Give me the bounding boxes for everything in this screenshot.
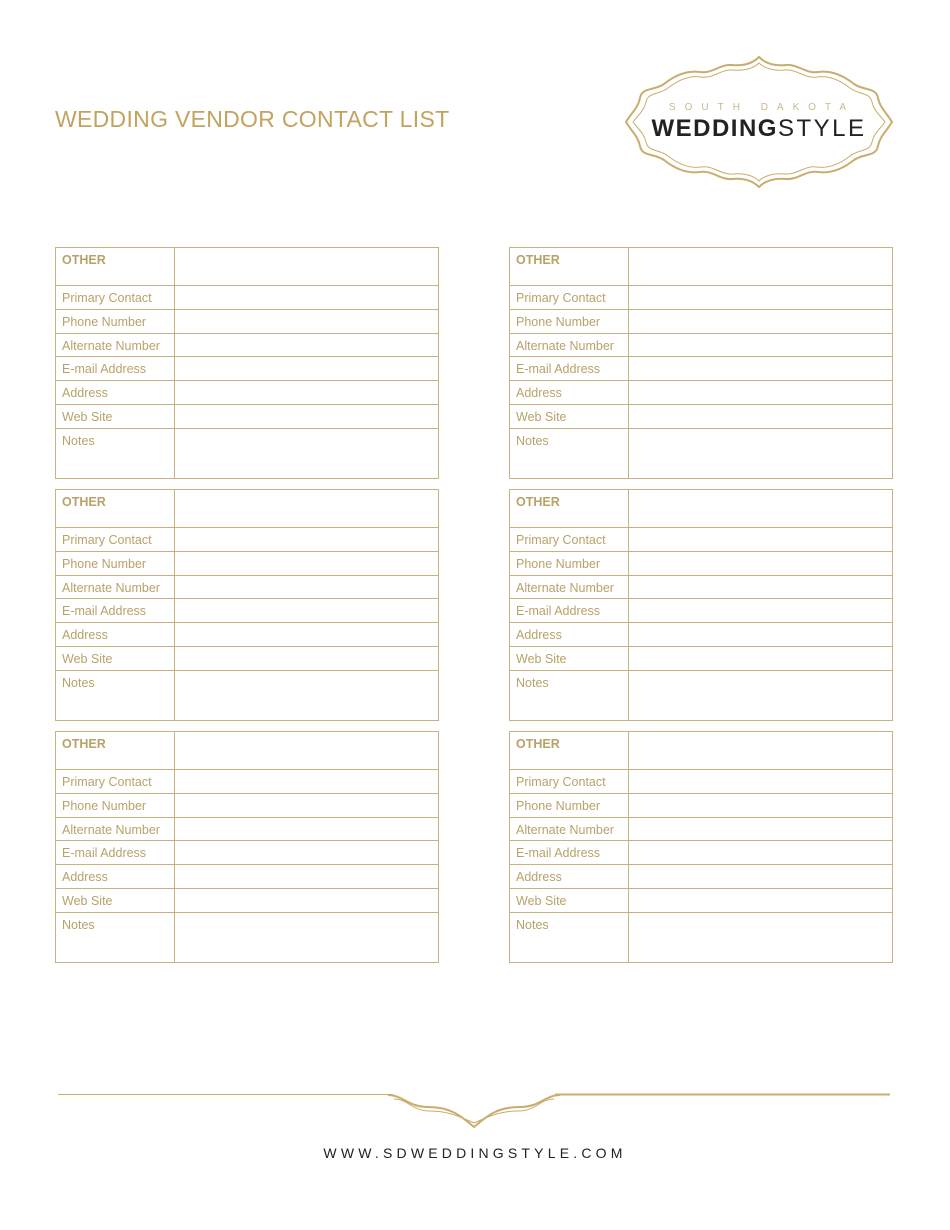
field-label: Alternate Number [510, 576, 629, 599]
field-value[interactable] [629, 381, 892, 404]
vendor-row [56, 840, 438, 864]
field-value[interactable] [175, 576, 438, 599]
field-value[interactable] [175, 865, 438, 888]
field-value[interactable] [629, 623, 892, 646]
vendor-row [510, 356, 892, 380]
field-value[interactable] [629, 357, 892, 380]
vendor-row [56, 670, 438, 720]
vendor-card [509, 247, 893, 479]
vendor-row [56, 309, 438, 333]
field-value[interactable] [629, 405, 892, 428]
vendor-row [510, 575, 892, 599]
vendor-row [510, 912, 892, 962]
field-label: Address [56, 623, 175, 646]
field-label: Phone Number [510, 794, 629, 817]
field-label: Web Site [510, 647, 629, 670]
vendor-row [56, 646, 438, 670]
logo-wordmark [624, 115, 894, 143]
notes-field[interactable] [629, 913, 892, 962]
field-value[interactable] [175, 381, 438, 404]
field-label: Web Site [510, 405, 629, 428]
notes-label: Notes [56, 913, 175, 962]
field-value[interactable] [629, 889, 892, 912]
vendor-row [56, 622, 438, 646]
field-label: Web Site [56, 647, 175, 670]
field-label: Address [56, 865, 175, 888]
field-value[interactable] [175, 310, 438, 333]
field-label: Phone Number [56, 794, 175, 817]
vendor-row [56, 817, 438, 841]
field-value[interactable] [175, 405, 438, 428]
vendor-row [510, 840, 892, 864]
field-label: Alternate Number [56, 334, 175, 357]
vendor-row [510, 309, 892, 333]
vendor-name-field[interactable] [629, 248, 892, 285]
vendor-category-label: OTHER [56, 248, 175, 285]
vendor-row [510, 793, 892, 817]
vendor-row [510, 285, 892, 309]
notes-label: Notes [56, 671, 175, 720]
footer-divider-icon [58, 1085, 892, 1135]
field-label: E-mail Address [56, 357, 175, 380]
field-label: Alternate Number [56, 818, 175, 841]
vendor-row [56, 732, 438, 769]
vendor-row [510, 490, 892, 527]
field-label: Primary Contact [510, 528, 629, 551]
vendor-card [55, 489, 439, 721]
notes-field[interactable] [629, 671, 892, 720]
vendor-card [509, 731, 893, 963]
field-value[interactable] [175, 647, 438, 670]
logo-subtitle: SOUTH DAKOTA [668, 102, 856, 113]
footer-url[interactable]: WWW.SDWEDDINGSTYLE.COM [323, 1145, 627, 1161]
logo-wordmark-bold: WEDDING [651, 115, 778, 142]
field-value[interactable] [175, 334, 438, 357]
vendor-row [56, 793, 438, 817]
vendor-name-field[interactable] [629, 490, 892, 527]
notes-field[interactable] [629, 429, 892, 478]
field-value[interactable] [175, 818, 438, 841]
field-label: E-mail Address [510, 357, 629, 380]
vendor-category-label: OTHER [56, 732, 175, 769]
field-label: Primary Contact [56, 286, 175, 309]
vendor-row [510, 380, 892, 404]
vendor-category-label: OTHER [510, 732, 629, 769]
vendor-category-label: OTHER [510, 490, 629, 527]
field-label: Primary Contact [510, 286, 629, 309]
vendor-category-label: OTHER [56, 490, 175, 527]
field-label: Address [56, 381, 175, 404]
vendor-name-field[interactable] [175, 248, 438, 285]
field-label: Address [510, 865, 629, 888]
field-value[interactable] [629, 770, 892, 793]
vendor-row [56, 356, 438, 380]
field-value[interactable] [629, 841, 892, 864]
vendor-row [56, 404, 438, 428]
vendor-name-field[interactable] [175, 732, 438, 769]
field-value[interactable] [629, 334, 892, 357]
vendor-row [510, 404, 892, 428]
field-label: Alternate Number [56, 576, 175, 599]
field-value[interactable] [175, 889, 438, 912]
field-value[interactable] [175, 770, 438, 793]
field-label: Primary Contact [56, 528, 175, 551]
field-value[interactable] [629, 794, 892, 817]
vendor-row [510, 864, 892, 888]
field-value[interactable] [629, 865, 892, 888]
vendor-row [510, 817, 892, 841]
vendor-name-field[interactable] [175, 490, 438, 527]
field-label: Alternate Number [510, 334, 629, 357]
vendor-row [56, 490, 438, 527]
field-label: Primary Contact [510, 770, 629, 793]
field-label: E-mail Address [56, 599, 175, 622]
notes-field[interactable] [175, 429, 438, 478]
vendor-row [56, 551, 438, 575]
field-value[interactable] [175, 552, 438, 575]
field-label: E-mail Address [56, 841, 175, 864]
brand-logo [624, 54, 894, 190]
vendor-row [510, 248, 892, 285]
vendor-row [56, 248, 438, 285]
field-label: Address [510, 623, 629, 646]
field-value[interactable] [629, 818, 892, 841]
field-value[interactable] [629, 552, 892, 575]
vendor-category-label: OTHER [510, 248, 629, 285]
vendor-row [56, 380, 438, 404]
vendor-row [510, 769, 892, 793]
vendor-row [510, 551, 892, 575]
vendor-row [510, 646, 892, 670]
field-label: Web Site [510, 889, 629, 912]
vendor-row [56, 333, 438, 357]
vendor-card [509, 489, 893, 721]
notes-label: Notes [510, 429, 629, 478]
field-label: Primary Contact [56, 770, 175, 793]
vendor-row [510, 732, 892, 769]
field-value[interactable] [629, 599, 892, 622]
field-value[interactable] [629, 310, 892, 333]
field-value[interactable] [175, 528, 438, 551]
vendor-row [510, 598, 892, 622]
vendor-card [55, 247, 439, 479]
field-value[interactable] [175, 599, 438, 622]
vendor-row [56, 285, 438, 309]
field-value[interactable] [175, 623, 438, 646]
vendor-row [56, 864, 438, 888]
field-label: Phone Number [510, 552, 629, 575]
vendor-row [510, 333, 892, 357]
field-label: Phone Number [510, 310, 629, 333]
notes-field[interactable] [175, 671, 438, 720]
field-label: Phone Number [56, 310, 175, 333]
vendor-card [55, 731, 439, 963]
field-label: E-mail Address [510, 841, 629, 864]
page-title: WEDDING VENDOR CONTACT LIST [55, 106, 450, 132]
vendor-row [56, 575, 438, 599]
vendor-row [510, 888, 892, 912]
field-value[interactable] [175, 286, 438, 309]
field-label: Web Site [56, 405, 175, 428]
vendor-row [510, 527, 892, 551]
vendor-name-field[interactable] [629, 732, 892, 769]
field-label: Web Site [56, 889, 175, 912]
vendor-row [56, 527, 438, 551]
vendor-row [510, 622, 892, 646]
field-value[interactable] [175, 794, 438, 817]
vendor-row [56, 888, 438, 912]
notes-field[interactable] [175, 913, 438, 962]
field-value[interactable] [629, 576, 892, 599]
vendor-row [56, 598, 438, 622]
field-label: E-mail Address [510, 599, 629, 622]
notes-label: Notes [510, 913, 629, 962]
field-value[interactable] [175, 841, 438, 864]
field-value[interactable] [629, 286, 892, 309]
field-label: Phone Number [56, 552, 175, 575]
logo-wordmark-light: STYLE [777, 115, 867, 142]
field-value[interactable] [175, 357, 438, 380]
notes-label: Notes [510, 671, 629, 720]
field-label: Address [510, 381, 629, 404]
vendor-row [510, 670, 892, 720]
vendor-row [56, 912, 438, 962]
field-label: Alternate Number [510, 818, 629, 841]
vendor-row [510, 428, 892, 478]
field-value[interactable] [629, 647, 892, 670]
vendor-row [56, 769, 438, 793]
vendor-row [56, 428, 438, 478]
field-value[interactable] [629, 528, 892, 551]
notes-label: Notes [56, 429, 175, 478]
